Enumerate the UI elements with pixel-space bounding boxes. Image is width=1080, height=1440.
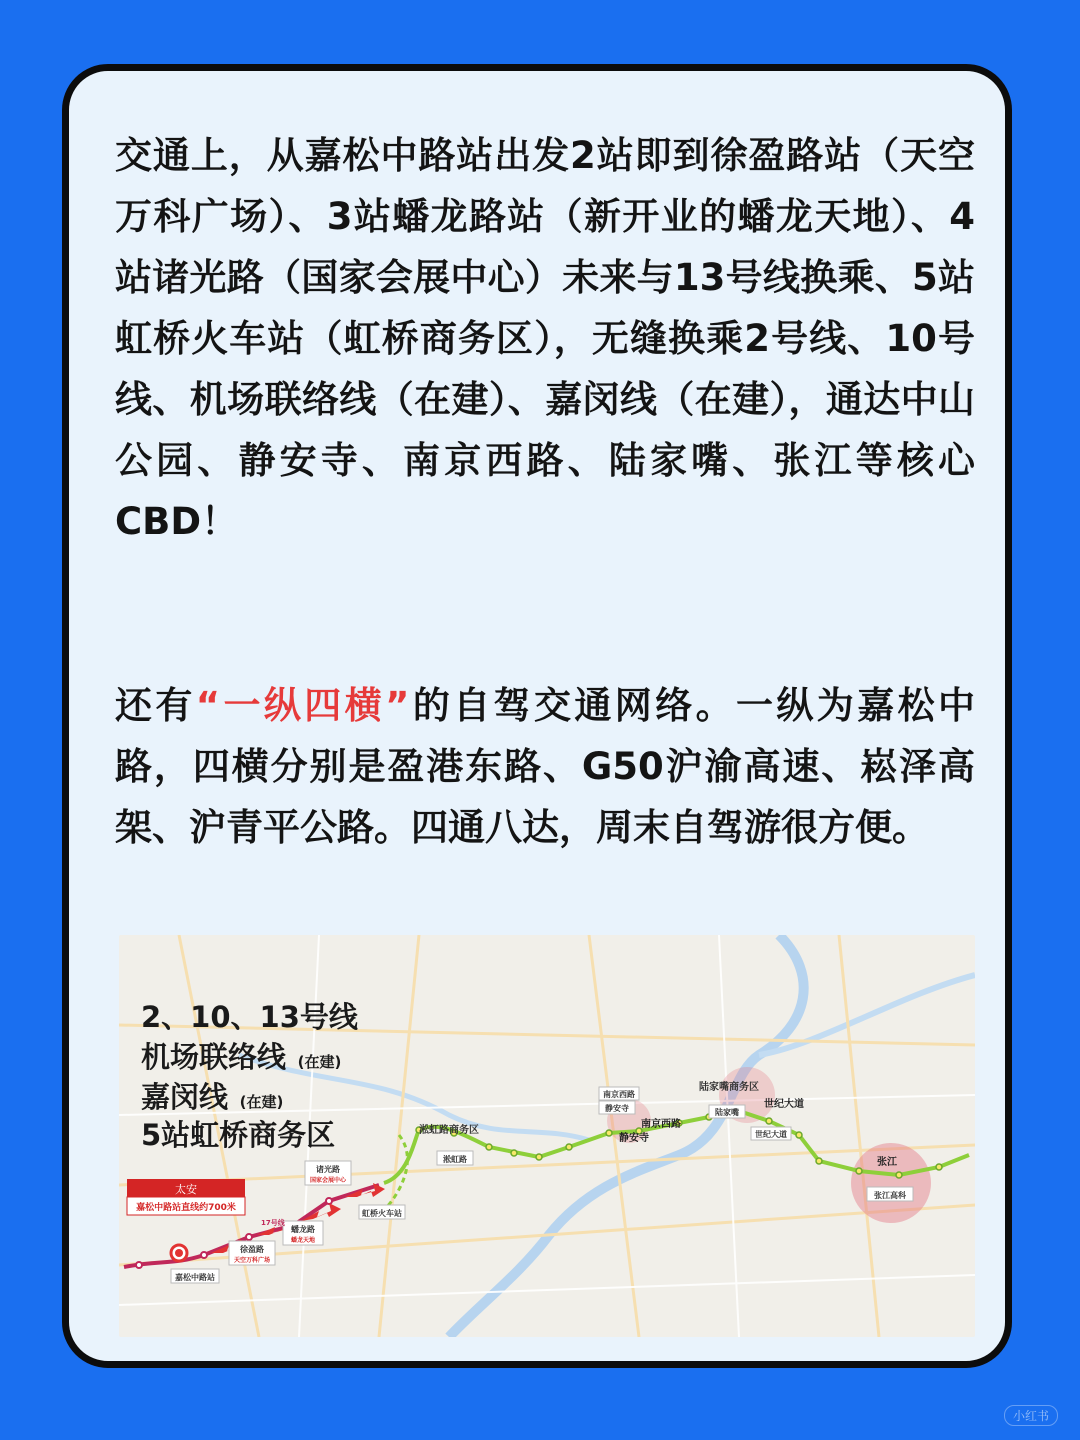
paragraph-driving: [115, 675, 975, 858]
paragraph-transit: 交通上，从嘉松中路站出发2站即到徐盈路站（天空万科广场）、3站蟠龙路站（新开业的蟠龙天地）、4站诸光路（国家会展中心）未来与13号线换乘、5站虹桥火车站（虹桥商务区），无缝换乘2号线、10号线、机场联络线（在建）、嘉闵线（在建），通达中山公园、静安寺、南京西路、陆家嘴、张江等核心CBD！: [115, 134, 975, 543]
label-hongqiao-station: 虹桥火车站: [362, 1209, 402, 1218]
watermark: 小红书: [1004, 1405, 1058, 1426]
legend-jiamin-line-name: 嘉闵线: [141, 1080, 229, 1114]
label-jingan: 静安寺: [619, 1133, 649, 1144]
paragraph-driving-rest: 的自驾交通网络。一纵为嘉松中路，四横分别是盈港东路、G50沪渝高速、崧泽高架、沪青平公路。四通八达，周末自驾游很方便。: [115, 684, 975, 849]
label-zhuguang-sub: 国家会展中心: [309, 1177, 347, 1184]
label-panlong-sub: 蟠龙天地: [290, 1237, 316, 1244]
label-line17: 17号线: [261, 1219, 285, 1227]
metro-map: [119, 935, 975, 1337]
legend-hongqiao: 5站虹桥商务区: [141, 1118, 336, 1152]
label-zhuguang: 诸光路: [316, 1165, 340, 1174]
project-badge-title: 太安: [175, 1183, 197, 1196]
legend-airport-line-note: (在建): [297, 1053, 342, 1071]
label-songhong-area: 淞虹路商务区: [419, 1125, 479, 1136]
legend-lines: 2、10、13号线: [141, 1000, 358, 1034]
label-panlong: 蟠龙路: [291, 1225, 315, 1234]
content-card: [62, 64, 1012, 1368]
label-jingan-top: 静安寺: [605, 1104, 629, 1113]
label-zhangjiang: 张江: [877, 1157, 897, 1168]
label-zhangjiang-hightech: 张江高科: [874, 1191, 906, 1200]
legend-jiamin-line-note: (在建): [239, 1093, 284, 1111]
label-century-ave: 世纪大道: [764, 1099, 804, 1110]
legend-airport-line-name: 机场联络线: [141, 1040, 287, 1074]
project-badge-distance: 嘉松中路站直线约700米: [136, 1203, 236, 1213]
label-lujiazui-area: 陆家嘴商务区: [699, 1082, 759, 1093]
label-nanjingxi: 南京西路: [641, 1119, 681, 1130]
label-xuying: 徐盈路: [240, 1245, 264, 1254]
label-xuying-sub: 天空万科广场: [233, 1257, 271, 1264]
label-jiasong: 嘉松中路站: [175, 1273, 215, 1282]
label-century-ave-small: 世纪大道: [755, 1130, 787, 1139]
label-nanjingxi-top: 南京西路: [603, 1090, 635, 1099]
paragraph-driving-start: 还有: [115, 684, 196, 727]
highlight-phrase: “一纵四横”: [195, 684, 410, 727]
label-songhong: 淞虹路: [443, 1155, 467, 1164]
label-lujiazui: 陆家嘴: [715, 1108, 739, 1117]
